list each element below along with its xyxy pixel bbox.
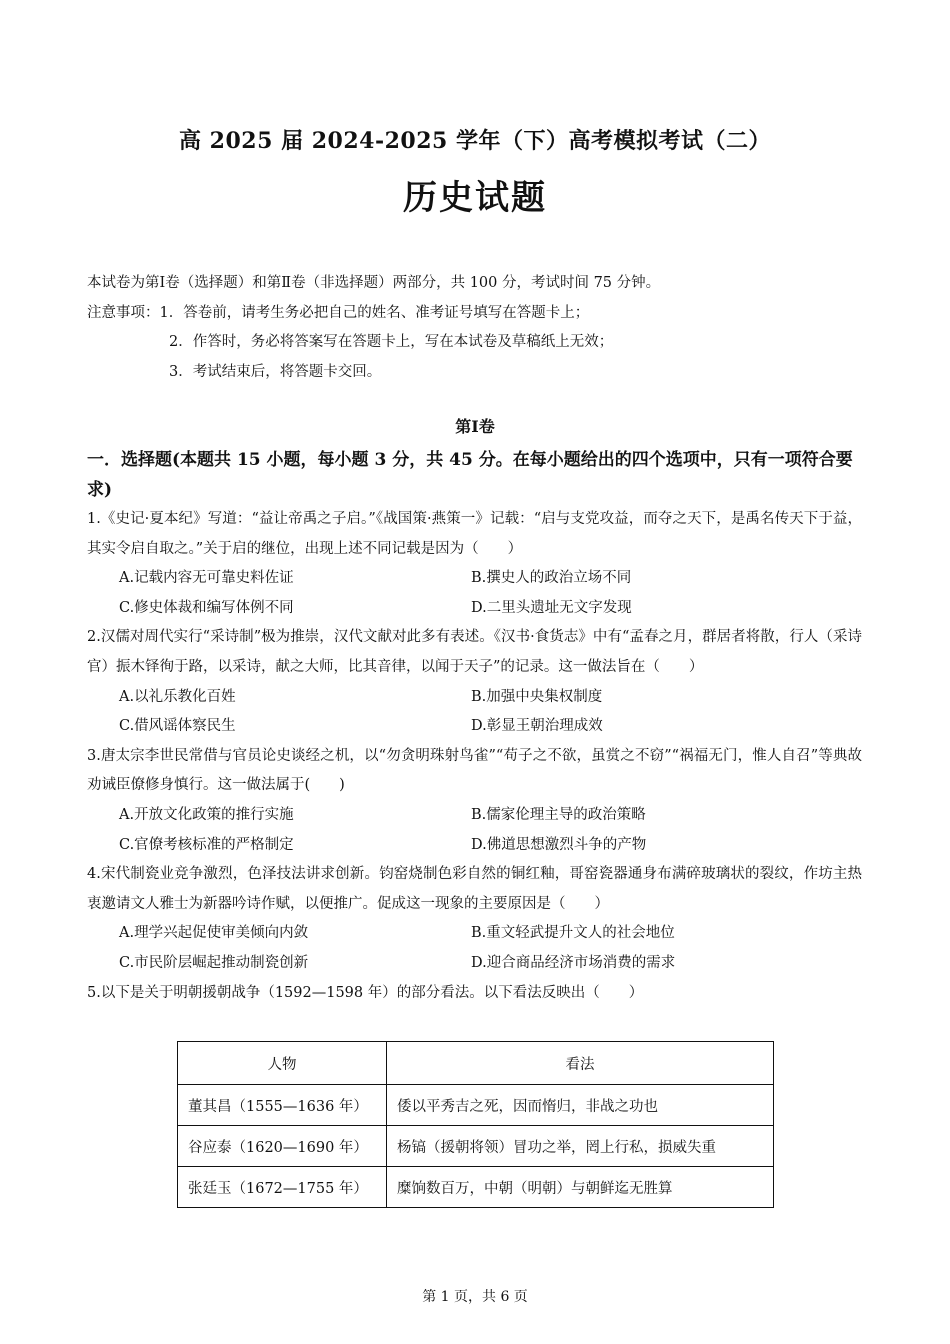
option-d: D.彰显王朝治理成效 — [471, 718, 603, 735]
note-2: 2．作答时，务必将答案写在答题卡上，写在本试卷及草稿纸上无效； — [169, 334, 614, 350]
cell-opinion: 倭以平秀吉之死，因而惰归，非战之功也 — [387, 1085, 774, 1126]
option-a: A.开放文化政策的推行实施 — [119, 806, 294, 823]
option-b: B.加强中央集权制度 — [471, 688, 603, 705]
option-d: D.佛道思想激烈斗争的产物 — [471, 836, 647, 853]
option-b: B.儒家伦理主导的政治策略 — [471, 806, 646, 823]
question-stem: 3.唐太宗李世民常借与官员论史谈经之机，以“勿贪明珠射鸟雀”“苟子之不欲，虽赏之不窃”“祸福无门，惟人自召”等典故劝诫臣僚修身慎行。这一做法属于( ) — [87, 747, 862, 794]
option-a: A.记载内容无可靠史料佐证 — [119, 570, 294, 587]
question-stem: 2.汉儒对周代实行“采诗制”极为推崇，汉代文献对此多有表述。《汉书·食货志》中有“孟春之月，群居者将散，行人（采诗官）振木铎徇于路，以采诗，献之大师，比其音律，以闻于天子”的记录。这一做法旨在（ ） — [87, 629, 862, 675]
opinions-table — [177, 1041, 774, 1208]
question-options — [87, 683, 862, 742]
part-title: 第Ⅰ卷 — [455, 417, 495, 436]
question-stem: 4.宋代制瓷业竞争激烈，色泽技法讲求创新。钧窑烧制色彩自然的铜红釉，哥窑瓷器通身布满碎玻璃状的裂纹，作坊主热衷邀请文人雅士为新器吟诗作赋，以便推广。促成这一现象的主要原因是（ ） — [87, 866, 862, 912]
cell-person: 谷应泰（1620—1690 年） — [178, 1126, 387, 1167]
exam-intro: 本试卷为第Ⅰ卷（选择题）和第Ⅱ卷（非选择题）两部分，共 100 分，考试时间 75 分钟。 — [87, 275, 661, 291]
question-list — [87, 505, 862, 1008]
cell-person: 董其昌（1555—1636 年） — [178, 1085, 387, 1126]
option-a: A.理学兴起促使审美倾向内敛 — [119, 925, 309, 942]
option-b: B.撰史人的政治立场不同 — [471, 570, 632, 587]
question-2 — [87, 623, 862, 741]
table-row — [178, 1085, 774, 1126]
option-d: D.迎合商品经济市场消费的需求 — [471, 954, 676, 971]
question-options — [87, 564, 862, 623]
question-1 — [87, 505, 862, 623]
option-c: C.借风谣体察民生 — [119, 718, 236, 735]
option-c: C.市民阶层崛起推动制瓷创新 — [119, 954, 309, 971]
exam-title: 高 2025 届 2024-2025 学年（下）高考模拟考试（二） — [179, 128, 771, 154]
question-stem: 5.以下是关于明朝援朝战争（1592—1598 年）的部分看法。以下看法反映出（ ） — [87, 984, 644, 1001]
option-a: A.以礼乐教化百姓 — [119, 688, 236, 705]
question-options — [87, 919, 862, 978]
section-heading: 一．选择题(本题共 15 小题，每小题 3 分，共 45 分。在每小题给出的四个选项中，只有一项符合要求) — [87, 450, 853, 500]
instructions — [87, 269, 867, 387]
column-header-person: 人物 — [178, 1042, 387, 1085]
table-row — [178, 1126, 774, 1167]
cell-opinion: 杨镐（援朝将领）冒功之举，罔上行私，损威失重 — [387, 1126, 774, 1167]
question-4 — [87, 860, 862, 978]
column-header-opinion: 看法 — [387, 1042, 774, 1085]
question-stem: 1.《史记·夏本纪》写道：“益让帝禹之子启。”《战国策·燕策一》记载：“启与支党攻益，而夺之天下，是禹名传天下于益，其实令启自取之。”关于启的继位，出现上述不同记载是因为（ ） — [87, 511, 862, 557]
option-b: B.重文轻武提升文人的社会地位 — [471, 925, 675, 942]
cell-opinion: 糜饷数百万，中朝（明朝）与朝鲜迄无胜算 — [387, 1167, 774, 1208]
subject-title: 历史试题 — [403, 178, 547, 218]
option-c: C.修史体裁和编写体例不同 — [119, 599, 294, 616]
table-header-row — [178, 1042, 774, 1085]
question-3 — [87, 742, 862, 860]
question-options — [87, 801, 862, 860]
question-5 — [87, 979, 862, 1009]
cell-person: 张廷玉（1672—1755 年） — [178, 1167, 387, 1208]
table-row — [178, 1167, 774, 1208]
option-c: C.官僚考核标准的严格制定 — [119, 836, 294, 853]
note-1: 注意事项：1．答卷前，请考生务必把自己的姓名、准考证号填写在答题卡上； — [87, 304, 590, 321]
page-number: 第 1 页，共 6 页 — [422, 1289, 528, 1305]
option-d: D.二里头遗址无文字发现 — [471, 599, 632, 616]
note-3: 3．考试结束后，将答题卡交回。 — [169, 363, 382, 380]
